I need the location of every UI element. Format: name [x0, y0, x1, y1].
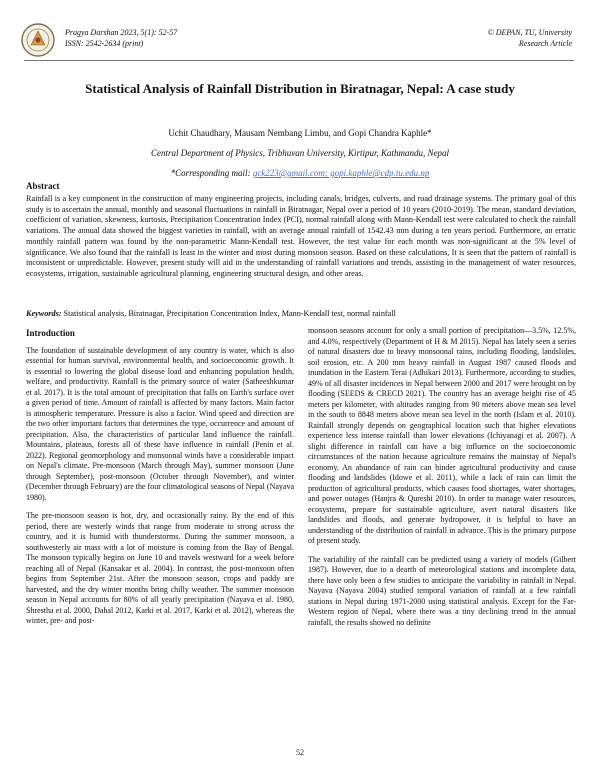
page-number: 52	[296, 748, 304, 757]
keywords-text: Statistical analysis, Biratnagar, Precipitation Concentration Index, Mann-Kendall test, normal rainfall	[61, 309, 396, 318]
paper-title: Statistical Analysis of Rainfall Distribution in Biratnagar, Nepal: A case study	[85, 81, 515, 96]
paragraph: The foundation of sustainable development of any country is water, which is also essential for human survival, environmental health, and socioeconomic growth. It is essential to lowering the global disease load and enhancing population health, welfare, and productivity. Rainfall is the primary source of water (Satheeshkumar et al. 2017). It is the total amount of precipitation that falls on Earth's surface over a given period of time. Amount of rainfall is affected by many factors. Main factor is atmospheric temperature. Pressure is also a factor. Wind speed and direction are the two other important factors that determines the type, occurrence and amount of precipitation. Also, the characteristics of particular land influence the rainfall. Mountains, plateaus, forests all of these have influence in rainfall (Penin et al. 2022). Regional geomorphology and monsoonal winds have a considerable impact on Nepal's climate. Pre-monsoon (March through May), summer monsoon (June through September), post-monsoon (October through November), and winter (December through February) are the four climatological seasons of Nepal (Nayava 1980).	[26, 345, 294, 502]
journal-issn: ISSN: 2542-2634 (print)	[65, 39, 144, 48]
copyright-line: © DEPAN, TU, University	[487, 28, 572, 37]
article-type: Research Article	[518, 39, 572, 48]
paragraph: monsoon seasons account for only a small portion of precipitation—3.5%, 12.5%, and 4.0%, respectively (Department of H & M 2015). Nepal has lately seen a series of natural disasters due to heavy monsoonal rains, including flooding, landslides, soil erosion, etc. A 200 mm heavy rainfall in August 1987 caused floods and inundation in the Eastern Terai (Adhikari 2013). Furthermore, according to studies, 49% of all disaster incidences in Nepal between 2000 and 2017 were brought on by flooding (SEEDS & CRECD 2021). The country has an average height rise of 45 meters per kilometer, with altitudes ranging from 90 meters above mean sea level in the south to 8848 meters above mean sea level in the north (Islam et al. 2010). Rainfall strongly depends on geographical location such that higher elevations experience less intense rainfall than lower elevations (Ichiyanagi et al. 2007). A slight difference in rainfall can have a big influence on the socioeconomic circumstances of the nation because agriculture remains the mainstay of Nepal's economy. An abundance of rain can hinder agricultural productivity and cause flooding and landslides (Idowe et al. 2011), while a lack of rain can limit the production of agricultural products, which causes food shortages, water shortages, and power outages (Hanjra & Qureshi 2010). In order to manage water resources, ecosystems, prepare for sustainable agriculture, avert natural disasters like landslides and floods, and generate hydropower, it is helpful to have an understanding of the distribution of rainfall in advance. This is the primary purpose of present study.	[308, 326, 576, 545]
abstract-heading: Abstract	[26, 181, 60, 191]
header-divider	[24, 60, 574, 61]
affiliation: Central Department of Physics, Tribhuvan University, Kirtipur, Kathmandu, Nepal	[151, 148, 449, 158]
right-column	[308, 326, 576, 636]
author-list: Uchit Chaudhary, Mausam Nembang Limbu, and Gopi Chandra Kaphle*	[168, 128, 432, 138]
university-seal-icon	[20, 20, 56, 60]
corresponding-author	[40, 167, 560, 179]
journal-citation: Pragya Darshan 2023, 5(1): 52-57	[65, 28, 178, 37]
keywords-label: Keywords:	[26, 309, 62, 318]
journal-info	[65, 27, 177, 49]
keywords	[26, 308, 576, 319]
paragraph: The pre-monsoon season is hot, dry, and occasionally rainy. By the end of this period, there are westerly winds that range from moderate to strong across the country, and it is humid with thunderstorms. During the summer monsoon, a southwesterly air mass with a lot of moisture is coming from the Bay of Bengal. The monsoon typically begins on June 10 and travels westward for a week before reaching all of Nepal (Kansakar et al. 2004). In contrast, the post-monsoon often begins from September 21st. After the monsoon season, crops and paddy are harvested, and the dry winter months bring chilly weather. The summer monsoon season in Nepal accounts for 80% of all yearly precipitation (Nayava et al. 1980, Shrestha et al. 2000, Dahal 2012, Karki et al. 2017, Karki et al. 2012), whereas the winter, pre- and post-	[26, 511, 294, 625]
corresponding-label: *Corresponding mail:	[170, 168, 253, 178]
introduction-heading: Introduction	[26, 328, 75, 338]
paragraph: The variability of the rainfall can be predicted using a variety of models (Gilbert 1987). However, due to a dearth of meteorological stations and incomplete data, there have only been a few studies to anticipate the variability in rainfall in Nepal. Nayava (Nayava 2004) studied temporal variation of rainfall at a few rainfall stations in Nepal during 1971-2000 using statistical analysis. Except for the Far-Western region of Nepal, where there was a tiny declining trend in the annual rainfall, the results showed no definite	[308, 554, 576, 627]
publisher-info	[488, 27, 572, 49]
abstract-text: Rainfall is a key component in the construction of many engineering projects, including canals, bridges, culverts, and road drainage systems. The primary goal of this study is to ascertain the annual, monthly and seasonal fluctuations in rainfall in Biratnagar, Nepal over a period of 10 years (2010-2019). The mean, standard deviation, coefficient of variation, skewness, kurtosis, Precipitation Concentration Index (PCI), normal rainfall along with Mann-Kendall test were calculated to check the rainfall variations. The annual data showed the biggest varieties in rainfall, with an average annual rainfall of 1542.43 mm during a ten years period. Furthermore, an erratic monthly rainfall pattern was found by the non-parametric Mann-Kendall test. However, the test value for each month was non-significant at the 5% level of significance. We also found that the rainfall is least in the winter and most during monsoon season. Based on these calculations, It is seen that the pattern of rainfall is inconsistent or unpredictable. However, present study will aid in the understanding of rainfall variations and trends, assisting in the management of water resources, ecosystems, irrigation, sustainable agricultural planning, engineering structural design, and other areas.	[26, 194, 576, 278]
corresponding-email-link[interactable]: gck223@gmail.com; gopi.kaphle@cdp.tu.edu.np	[252, 168, 430, 178]
left-column	[26, 328, 294, 635]
